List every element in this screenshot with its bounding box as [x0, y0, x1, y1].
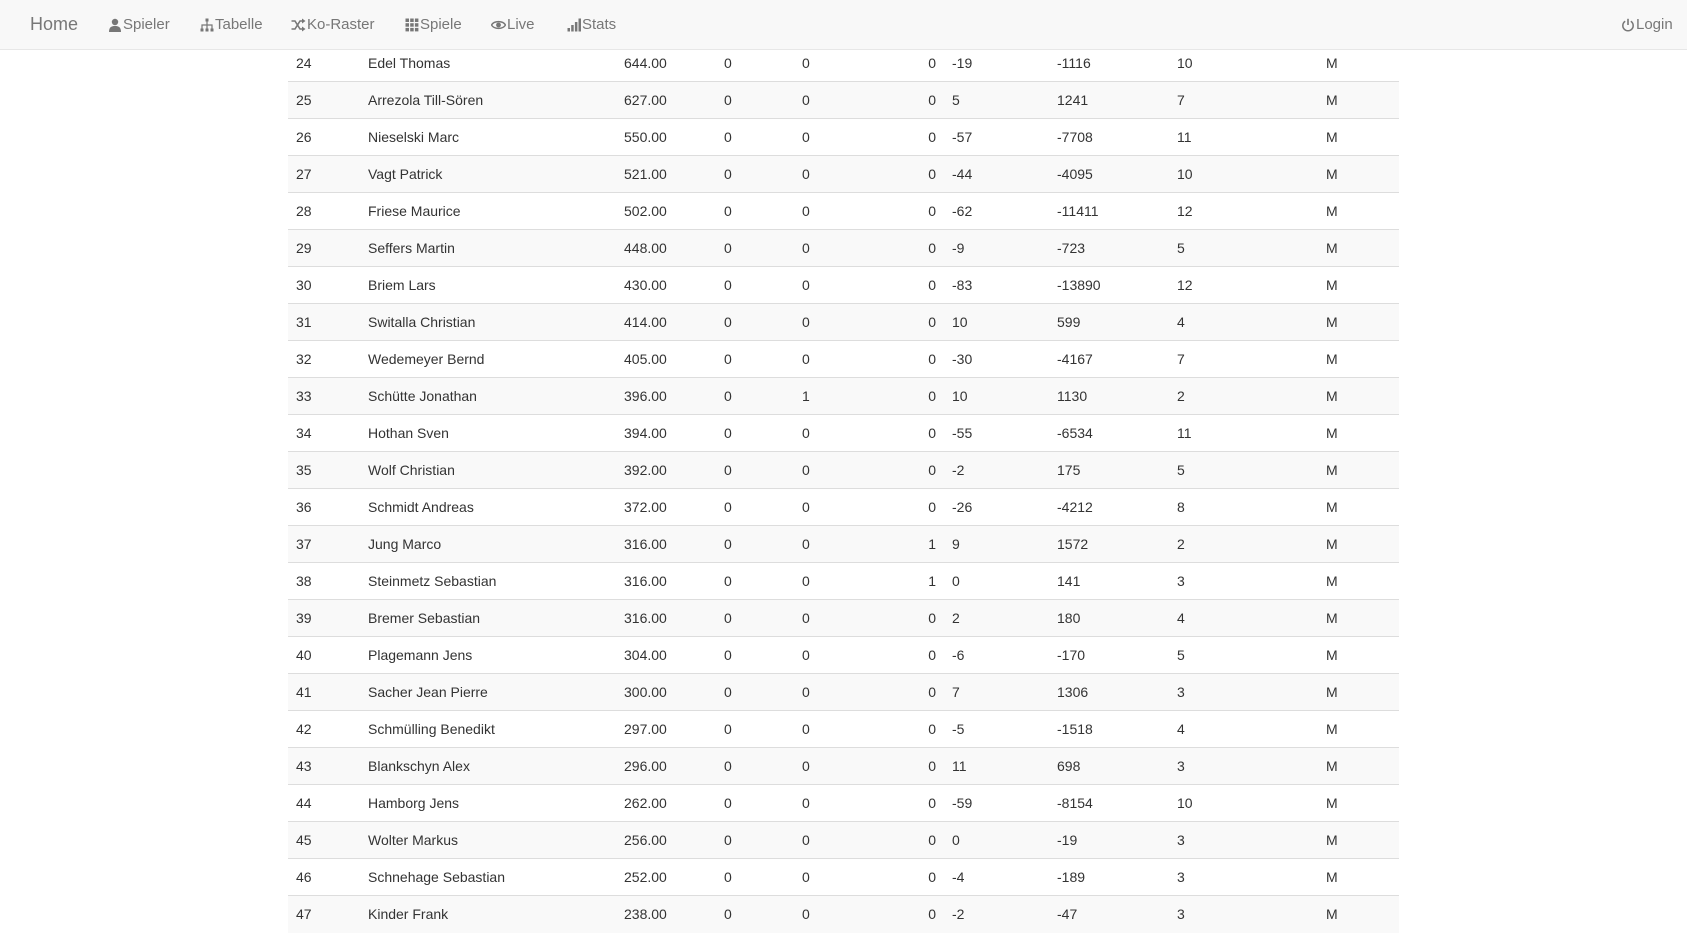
- cell-value-a: 0: [716, 119, 794, 156]
- cell-value-a: 0: [716, 711, 794, 748]
- cell-value-c: 0: [914, 674, 944, 711]
- cell-value-a: 0: [716, 637, 794, 674]
- cell-gender: M: [1318, 526, 1399, 563]
- nav-item-spiele[interactable]: [404, 16, 462, 34]
- cell-value-d: -2: [944, 452, 1049, 489]
- home-link[interactable]: Home: [30, 14, 79, 34]
- cell-value-b: 0: [794, 341, 914, 378]
- cell-value-d: 9: [944, 526, 1049, 563]
- cell-value-c: 0: [914, 341, 944, 378]
- cell-value-c: 0: [914, 600, 944, 637]
- cell-player-name: Schnehage Sebastian: [360, 859, 616, 896]
- power-icon: [1620, 18, 1635, 33]
- cell-gender: M: [1318, 785, 1399, 822]
- cell-value-f: 4: [1169, 304, 1318, 341]
- cell-value-f: 12: [1169, 267, 1318, 304]
- table-row: [288, 193, 1399, 230]
- cell-value-b: 0: [794, 82, 914, 119]
- cell-points: 502.00: [616, 193, 716, 230]
- table-row: [288, 82, 1399, 119]
- cell-value-c: 0: [914, 822, 944, 859]
- cell-value-e: 1572: [1049, 526, 1169, 563]
- cell-value-b: 0: [794, 119, 914, 156]
- cell-player-name: Wolf Christian: [360, 452, 616, 489]
- cell-value-e: -170: [1049, 637, 1169, 674]
- cell-rank: 42: [288, 711, 360, 748]
- cell-value-a: 0: [716, 82, 794, 119]
- table-row: [288, 45, 1399, 82]
- cell-points: 448.00: [616, 230, 716, 267]
- cell-value-c: 0: [914, 119, 944, 156]
- nav-label-spieler: Spieler: [123, 16, 170, 33]
- cell-gender: M: [1318, 637, 1399, 674]
- table-row: [288, 452, 1399, 489]
- cell-value-b: 0: [794, 600, 914, 637]
- cell-value-f: 12: [1169, 193, 1318, 230]
- table-row: [288, 711, 1399, 748]
- cell-value-b: 0: [794, 637, 914, 674]
- cell-points: 392.00: [616, 452, 716, 489]
- table-row: [288, 822, 1399, 859]
- cell-value-d: 7: [944, 674, 1049, 711]
- nav-label-tabelle: Tabelle: [215, 16, 263, 33]
- cell-points: 644.00: [616, 45, 716, 82]
- cell-points: 396.00: [616, 378, 716, 415]
- cell-value-d: 10: [944, 378, 1049, 415]
- cell-player-name: Edel Thomas: [360, 45, 616, 82]
- cell-value-c: 0: [914, 748, 944, 785]
- cell-value-d: 5: [944, 82, 1049, 119]
- cell-points: 414.00: [616, 304, 716, 341]
- cell-gender: M: [1318, 674, 1399, 711]
- cell-value-f: 2: [1169, 526, 1318, 563]
- cell-value-d: -6: [944, 637, 1049, 674]
- cell-value-b: 0: [794, 674, 914, 711]
- cell-value-f: 3: [1169, 563, 1318, 600]
- standings-table-body: [288, 45, 1399, 933]
- cell-value-b: 1: [794, 378, 914, 415]
- cell-value-f: 5: [1169, 637, 1318, 674]
- cell-value-d: 2: [944, 600, 1049, 637]
- cell-rank: 41: [288, 674, 360, 711]
- cell-value-a: 0: [716, 378, 794, 415]
- cell-player-name: Blankschyn Alex: [360, 748, 616, 785]
- cell-value-f: 3: [1169, 859, 1318, 896]
- cell-value-d: 10: [944, 304, 1049, 341]
- cell-value-a: 0: [716, 600, 794, 637]
- cell-value-b: 0: [794, 563, 914, 600]
- cell-value-e: -1116: [1049, 45, 1169, 82]
- cell-value-c: 0: [914, 415, 944, 452]
- cell-value-b: 0: [794, 415, 914, 452]
- nav-item-spieler[interactable]: [107, 16, 170, 34]
- cell-rank: 25: [288, 82, 360, 119]
- cell-points: 405.00: [616, 341, 716, 378]
- cell-rank: 46: [288, 859, 360, 896]
- cell-points: 252.00: [616, 859, 716, 896]
- cell-value-d: -44: [944, 156, 1049, 193]
- cell-value-a: 0: [716, 230, 794, 267]
- cell-value-e: -8154: [1049, 785, 1169, 822]
- cell-value-f: 4: [1169, 711, 1318, 748]
- cell-player-name: Wolter Markus: [360, 822, 616, 859]
- cell-value-f: 3: [1169, 822, 1318, 859]
- user-icon: [107, 18, 122, 33]
- cell-points: 430.00: [616, 267, 716, 304]
- cell-player-name: Wedemeyer Bernd: [360, 341, 616, 378]
- cell-value-a: 0: [716, 304, 794, 341]
- cell-value-b: 0: [794, 156, 914, 193]
- cell-value-a: 0: [716, 748, 794, 785]
- cell-player-name: Switalla Christian: [360, 304, 616, 341]
- cell-value-e: -19: [1049, 822, 1169, 859]
- cell-gender: M: [1318, 82, 1399, 119]
- cell-rank: 32: [288, 341, 360, 378]
- cell-value-d: -83: [944, 267, 1049, 304]
- cell-value-e: -13890: [1049, 267, 1169, 304]
- cell-rank: 44: [288, 785, 360, 822]
- cell-value-c: 0: [914, 378, 944, 415]
- cell-value-e: 1306: [1049, 674, 1169, 711]
- nav-label-ko-raster: Ko-Raster: [307, 16, 375, 33]
- cell-rank: 38: [288, 563, 360, 600]
- cell-value-a: 0: [716, 415, 794, 452]
- cell-player-name: Hothan Sven: [360, 415, 616, 452]
- cell-value-a: 0: [716, 822, 794, 859]
- cell-player-name: Steinmetz Sebastian: [360, 563, 616, 600]
- cell-value-d: -2: [944, 896, 1049, 933]
- cell-points: 238.00: [616, 896, 716, 933]
- cell-value-f: 11: [1169, 415, 1318, 452]
- cell-value-e: 180: [1049, 600, 1169, 637]
- cell-value-b: 0: [794, 193, 914, 230]
- cell-value-e: -4095: [1049, 156, 1169, 193]
- cell-value-a: 0: [716, 785, 794, 822]
- cell-value-d: -5: [944, 711, 1049, 748]
- nav-label-live: Live: [507, 16, 535, 33]
- cell-value-b: 0: [794, 304, 914, 341]
- nav-item-ko-raster[interactable]: [291, 16, 375, 34]
- cell-value-f: 3: [1169, 896, 1318, 933]
- nav-item-tabelle[interactable]: [199, 16, 263, 34]
- cell-value-d: -9: [944, 230, 1049, 267]
- cell-value-c: 1: [914, 563, 944, 600]
- cell-value-b: 0: [794, 896, 914, 933]
- cell-gender: M: [1318, 230, 1399, 267]
- cell-value-c: 0: [914, 267, 944, 304]
- cell-points: 394.00: [616, 415, 716, 452]
- cell-value-a: 0: [716, 267, 794, 304]
- cell-value-d: -57: [944, 119, 1049, 156]
- cell-rank: 43: [288, 748, 360, 785]
- cell-gender: M: [1318, 341, 1399, 378]
- cell-player-name: Seffers Martin: [360, 230, 616, 267]
- cell-player-name: Kinder Frank: [360, 896, 616, 933]
- table-row: [288, 267, 1399, 304]
- cell-value-b: 0: [794, 489, 914, 526]
- cell-value-f: 11: [1169, 119, 1318, 156]
- cell-gender: M: [1318, 415, 1399, 452]
- nav-item-live[interactable]: [491, 16, 535, 34]
- cell-value-b: 0: [794, 526, 914, 563]
- cell-value-c: 0: [914, 193, 944, 230]
- cell-gender: M: [1318, 489, 1399, 526]
- cell-player-name: Hamborg Jens: [360, 785, 616, 822]
- cell-points: 262.00: [616, 785, 716, 822]
- cell-value-c: 0: [914, 489, 944, 526]
- table-row: [288, 156, 1399, 193]
- table-row: [288, 674, 1399, 711]
- cell-player-name: Friese Maurice: [360, 193, 616, 230]
- cell-rank: 39: [288, 600, 360, 637]
- cell-value-c: 0: [914, 452, 944, 489]
- cell-points: 304.00: [616, 637, 716, 674]
- cell-value-e: -1518: [1049, 711, 1169, 748]
- table-row: [288, 637, 1399, 674]
- nav-label-stats: Stats: [582, 16, 617, 33]
- cell-value-b: 0: [794, 822, 914, 859]
- cell-value-c: 0: [914, 785, 944, 822]
- cell-value-f: 3: [1169, 674, 1318, 711]
- cell-value-e: 599: [1049, 304, 1169, 341]
- standings-table-container: [288, 44, 1399, 933]
- cell-value-a: 0: [716, 45, 794, 82]
- cell-value-f: 10: [1169, 45, 1318, 82]
- cell-value-f: 5: [1169, 230, 1318, 267]
- cell-points: 316.00: [616, 600, 716, 637]
- cell-points: 297.00: [616, 711, 716, 748]
- cell-value-e: -6534: [1049, 415, 1169, 452]
- nav-item-stats[interactable]: [566, 16, 616, 34]
- cell-value-a: 0: [716, 452, 794, 489]
- cell-gender: M: [1318, 600, 1399, 637]
- login-label: Login: [1636, 16, 1673, 33]
- cell-value-f: 7: [1169, 341, 1318, 378]
- table-row: [288, 748, 1399, 785]
- cell-points: 256.00: [616, 822, 716, 859]
- cell-value-c: 0: [914, 304, 944, 341]
- cell-gender: M: [1318, 193, 1399, 230]
- cell-player-name: Schmülling Benedikt: [360, 711, 616, 748]
- cell-player-name: Arrezola Till-Sören: [360, 82, 616, 119]
- table-row: [288, 526, 1399, 563]
- table-row: [288, 304, 1399, 341]
- eye-icon: [491, 18, 506, 33]
- cell-player-name: Nieselski Marc: [360, 119, 616, 156]
- cell-value-d: -59: [944, 785, 1049, 822]
- cell-value-f: 3: [1169, 748, 1318, 785]
- cell-value-c: 0: [914, 896, 944, 933]
- table-row: [288, 230, 1399, 267]
- cell-value-f: 8: [1169, 489, 1318, 526]
- cell-rank: 29: [288, 230, 360, 267]
- cell-value-a: 0: [716, 674, 794, 711]
- cell-value-f: 10: [1169, 785, 1318, 822]
- cell-value-d: -30: [944, 341, 1049, 378]
- cell-points: 316.00: [616, 526, 716, 563]
- cell-value-c: 0: [914, 859, 944, 896]
- cell-rank: 45: [288, 822, 360, 859]
- cell-player-name: Bremer Sebastian: [360, 600, 616, 637]
- cell-rank: 30: [288, 267, 360, 304]
- top-navbar: [0, 0, 1687, 50]
- cell-value-c: 0: [914, 45, 944, 82]
- cell-value-e: -4167: [1049, 341, 1169, 378]
- cell-value-a: 0: [716, 526, 794, 563]
- table-row: [288, 785, 1399, 822]
- cell-rank: 35: [288, 452, 360, 489]
- cell-value-a: 0: [716, 563, 794, 600]
- cell-gender: M: [1318, 748, 1399, 785]
- cell-points: 316.00: [616, 563, 716, 600]
- cell-value-b: 0: [794, 748, 914, 785]
- cell-value-b: 0: [794, 230, 914, 267]
- table-row: [288, 859, 1399, 896]
- table-row: [288, 563, 1399, 600]
- cell-player-name: Vagt Patrick: [360, 156, 616, 193]
- cell-rank: 36: [288, 489, 360, 526]
- cell-value-c: 0: [914, 156, 944, 193]
- table-row: [288, 341, 1399, 378]
- cell-player-name: Jung Marco: [360, 526, 616, 563]
- cell-value-e: 175: [1049, 452, 1169, 489]
- cell-value-d: -19: [944, 45, 1049, 82]
- cell-value-f: 4: [1169, 600, 1318, 637]
- cell-player-name: Schmidt Andreas: [360, 489, 616, 526]
- table-row: [288, 378, 1399, 415]
- cell-value-d: -26: [944, 489, 1049, 526]
- cell-gender: M: [1318, 45, 1399, 82]
- cell-gender: M: [1318, 563, 1399, 600]
- cell-value-a: 0: [716, 156, 794, 193]
- cell-value-d: -4: [944, 859, 1049, 896]
- cell-gender: M: [1318, 378, 1399, 415]
- cell-value-f: 5: [1169, 452, 1318, 489]
- cell-value-d: 0: [944, 563, 1049, 600]
- standings-table: [288, 44, 1399, 933]
- cell-player-name: Sacher Jean Pierre: [360, 674, 616, 711]
- cell-rank: 31: [288, 304, 360, 341]
- cell-rank: 40: [288, 637, 360, 674]
- cell-gender: M: [1318, 452, 1399, 489]
- table-row: [288, 119, 1399, 156]
- cell-gender: M: [1318, 711, 1399, 748]
- cell-value-d: 0: [944, 822, 1049, 859]
- cell-value-a: 0: [716, 489, 794, 526]
- cell-value-b: 0: [794, 45, 914, 82]
- cell-player-name: Briem Lars: [360, 267, 616, 304]
- cell-value-b: 0: [794, 267, 914, 304]
- cell-value-d: -62: [944, 193, 1049, 230]
- login-link[interactable]: [1620, 16, 1673, 34]
- table-row: [288, 415, 1399, 452]
- cell-value-c: 1: [914, 526, 944, 563]
- cell-gender: M: [1318, 896, 1399, 933]
- grid-icon: [404, 18, 419, 33]
- cell-rank: 34: [288, 415, 360, 452]
- cell-value-f: 2: [1169, 378, 1318, 415]
- cell-value-d: -55: [944, 415, 1049, 452]
- cell-value-e: -7708: [1049, 119, 1169, 156]
- cell-value-b: 0: [794, 859, 914, 896]
- cell-value-a: 0: [716, 896, 794, 933]
- cell-value-e: -189: [1049, 859, 1169, 896]
- cell-value-c: 0: [914, 637, 944, 674]
- cell-rank: 27: [288, 156, 360, 193]
- cell-points: 300.00: [616, 674, 716, 711]
- cell-points: 627.00: [616, 82, 716, 119]
- cell-rank: 47: [288, 896, 360, 933]
- cell-player-name: Plagemann Jens: [360, 637, 616, 674]
- cell-rank: 28: [288, 193, 360, 230]
- cell-points: 372.00: [616, 489, 716, 526]
- cell-points: 521.00: [616, 156, 716, 193]
- cell-rank: 24: [288, 45, 360, 82]
- stats-icon: [566, 18, 581, 33]
- cell-gender: M: [1318, 304, 1399, 341]
- cell-value-a: 0: [716, 341, 794, 378]
- cell-value-c: 0: [914, 82, 944, 119]
- cell-rank: 37: [288, 526, 360, 563]
- cell-rank: 33: [288, 378, 360, 415]
- cell-value-d: 11: [944, 748, 1049, 785]
- cell-points: 296.00: [616, 748, 716, 785]
- cell-gender: M: [1318, 156, 1399, 193]
- cell-points: 550.00: [616, 119, 716, 156]
- cell-value-c: 0: [914, 230, 944, 267]
- cell-value-f: 10: [1169, 156, 1318, 193]
- cell-value-e: -4212: [1049, 489, 1169, 526]
- cell-value-e: 1130: [1049, 378, 1169, 415]
- cell-value-e: 698: [1049, 748, 1169, 785]
- cell-value-e: -723: [1049, 230, 1169, 267]
- cell-value-a: 0: [716, 193, 794, 230]
- cell-player-name: Schütte Jonathan: [360, 378, 616, 415]
- cell-value-a: 0: [716, 859, 794, 896]
- table-row: [288, 489, 1399, 526]
- cell-gender: M: [1318, 822, 1399, 859]
- cell-rank: 26: [288, 119, 360, 156]
- sitemap-icon: [199, 18, 214, 33]
- shuffle-icon: [291, 18, 306, 33]
- cell-value-e: 1241: [1049, 82, 1169, 119]
- cell-gender: M: [1318, 267, 1399, 304]
- cell-value-f: 7: [1169, 82, 1318, 119]
- cell-value-c: 0: [914, 711, 944, 748]
- table-row: [288, 600, 1399, 637]
- nav-label-spiele: Spiele: [420, 16, 462, 33]
- cell-value-b: 0: [794, 785, 914, 822]
- cell-value-e: -47: [1049, 896, 1169, 933]
- cell-gender: M: [1318, 119, 1399, 156]
- cell-value-e: -11411: [1049, 193, 1169, 230]
- cell-gender: M: [1318, 859, 1399, 896]
- cell-value-b: 0: [794, 711, 914, 748]
- cell-value-b: 0: [794, 452, 914, 489]
- cell-value-e: 141: [1049, 563, 1169, 600]
